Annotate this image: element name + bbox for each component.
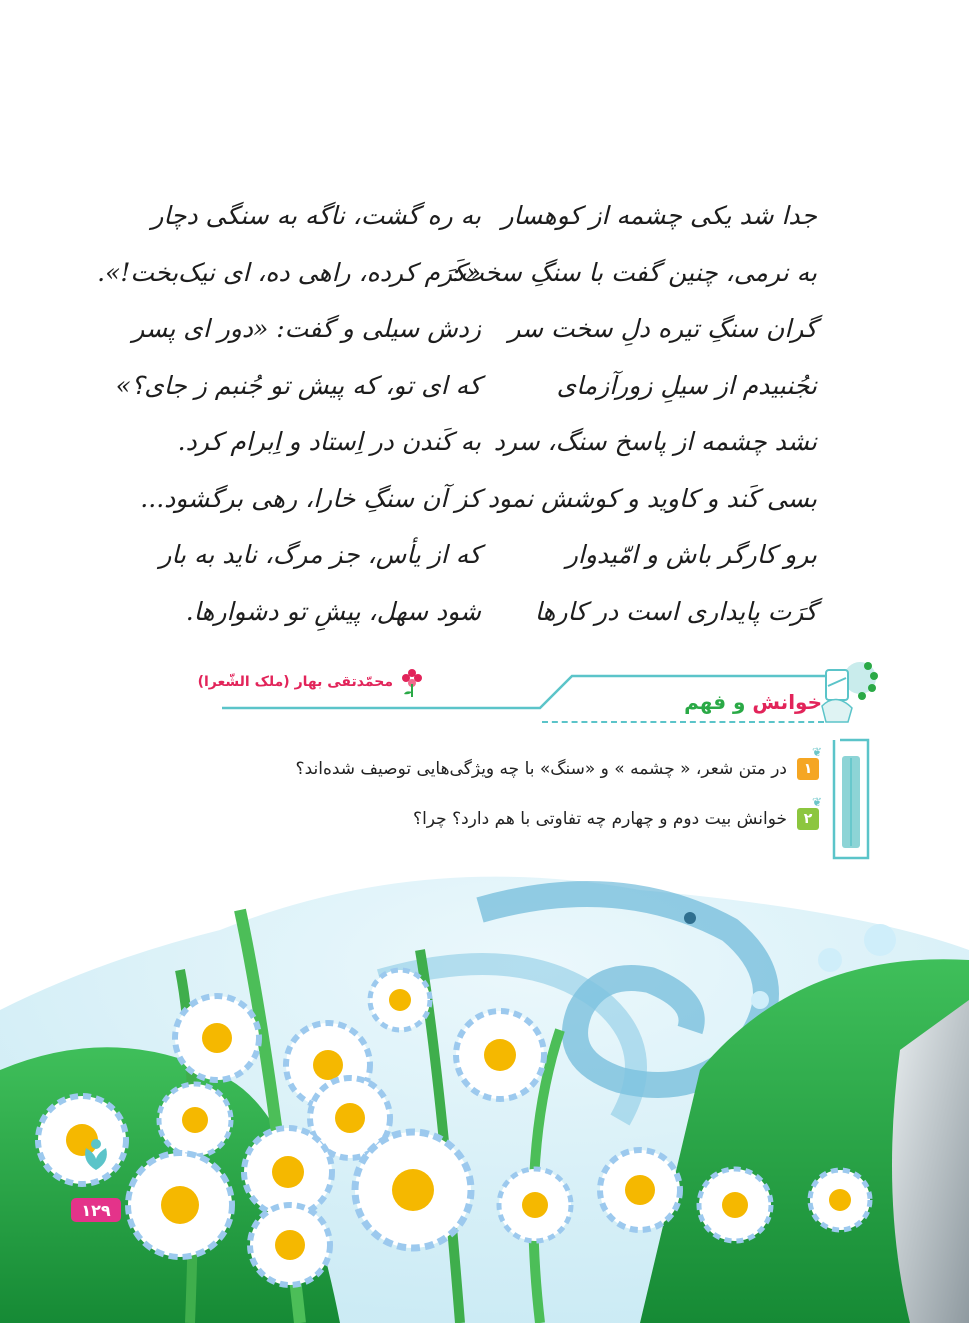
author-name: محمّدتقی بهار (ملک الشّعرا) [197,674,393,690]
page-number: ۱۲۹ [71,1198,121,1222]
section-title-part3: فهم [684,690,727,714]
verse: گران سنگِ تیره دلِ سخت سر [508,314,817,343]
section-title-part1: خوانش [752,690,822,714]
verse: جدا شد یکی چشمه از کوهسار [501,201,817,230]
verse: گرَت پایداری است در کارها [534,596,817,626]
verse: به نرمی، چنین گفت با سنگِ سخت: [451,257,817,287]
verse: زدش سیلی و گفت: «دور ای پسر [132,314,481,343]
verse: شود سهل، پیشِ تو دشوارها. [185,596,481,626]
question-number-badge [797,795,822,830]
section-title-part2: و [726,690,753,714]
verse: نشد چشمه از پاسخ سنگ، سرد [493,427,817,456]
dashed-divider [542,721,824,723]
verse: کز آن سنگِ خارا، رهی برگشود... [140,483,481,513]
poem-column-right [451,188,817,640]
question-text: در متن شعر، « چشمه » و «سنگ» با چه ویژگی‌هایی توصیف شده‌اند؟ [295,759,787,779]
question-number: ۱ [803,761,813,777]
verse: که ای تو، که پیش تو جُنبم ز جای؟» [115,370,481,400]
section-title [684,690,822,714]
question-number-badge [797,745,822,780]
question-number: ۲ [803,811,813,827]
daisy-landscape-illustration [0,870,969,1323]
question-1 [295,745,822,780]
verse: برو کارگر باش و امّیدوار [565,540,817,569]
verse: به کَندن در اِستاد و اِبرام کرد. [177,427,481,456]
verse: به ره گشت، ناگه به سنگی دچار [151,201,481,230]
sprout-icon: ❦ [811,745,822,759]
poem-column-left [97,188,481,640]
verse: بسی کَند و کاوید و کوشش نمود [487,483,817,513]
verse: «کَرَم کرده، راهی ده، ای نیک‌بخت!». [97,257,481,287]
sprout-icon: ❦ [811,795,822,809]
question-2 [413,795,822,830]
book-reader-illustration [812,652,882,730]
verse: که از یأس، جز مرگ، ناید به بار [159,540,481,569]
verse: نجُنبیدم از سیلِ زورآزمای [556,370,817,400]
question-text: خوانش بیت دوم و چهارم چه تفاوتی با هم دارد؟ چرا؟ [413,809,787,829]
